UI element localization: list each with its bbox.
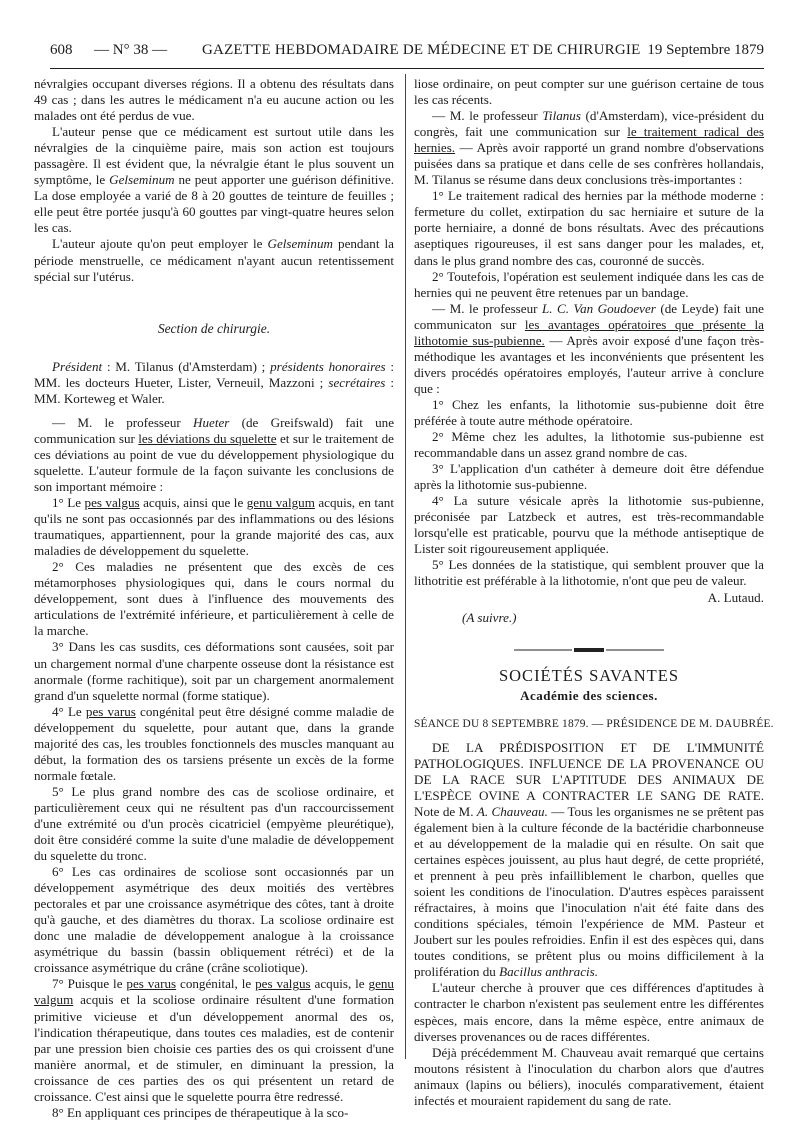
paragraph: — M. le professeur Hueter (de Greifswald) fait une communication sur les déviations du squelette et sur le traitement de ces déviations au point de vue du développement physiologique du squelette. L'auteur formule de la façon suivante les conclusions de son important mémoire : <box>34 414 395 494</box>
italic-run: A. Chauveau. <box>476 803 548 819</box>
paragraph: 2° Toutefois, l'opération est seulement indiquée dans les cas de hernies qui ne peuvent être retenues par un bandage. <box>414 268 764 300</box>
underlined-run: genu valgum <box>34 976 394 1008</box>
to-be-continued: (A suivre.) <box>462 609 517 625</box>
italic-run: secrétaires <box>328 374 386 390</box>
paragraph: L'auteur pense que ce médicament est surtout utile dans les névralgies de la cinquième paire, mais son action est toujours passagère. Il est évident que, la névralgie étant le plus souvent un symptôme, le Gelseminum ne peut apporter une guérison définitive. La dose employée a varié de 8 à 20 gouttes de teinture de feuilles ; elle peut être portée jusqu'à 60 gouttes par vingt-quatre heures selon les cas. <box>34 124 394 236</box>
ornament-rule <box>514 646 664 654</box>
paragraph: — M. le professeur L. C. Van Goudoever (de Leyde) fait une communicaton sur les avantages opératoires que présente la lithotomie sus-pubienne. — Après avoir exposé d'une façon très-méthodique les avantages et les inconvénients que présentent les divers procédés opératoires employés, l'auteur arrive à conclure que : <box>414 300 764 396</box>
right-column <box>414 76 774 1109</box>
paragraph: 4° Le pes varus congénital peut être désigné comme maladie de développement du squelette, pour autant que, dans la grande majorité des cas, les troubles fonctionnels des muscles manquant au début, la formation des os tarsiens présente un excès de la forme normale fœtale. <box>34 703 395 783</box>
paragraph: 1° Chez les enfants, la lithotomie sus-pubienne doit être préférée à toute autre méthode opératoire. <box>414 396 764 428</box>
paragraph: DE LA PRÉDISPOSITION ET DE L'IMMUNITÉ PATHOLOGIQUES. INFLUENCE DE LA PROVENANCE OU DE LA RACE SUR L'APTITUDE DES ANIMAUX DE L'ESPÈCE OVINE A CONTRACTER LE SANG DE RATE. Note de M. A. Chauveau. — Tous les organismes ne se prêtent pas également bien à la culture féconde de la bactéridie charbonneuse et au développement de la maladie qui en résulte. On sait que certaines espèces jouissent, au plus haut degré, de cette propriété, et prennent à peu près infailliblement le charbon, quelles que soient les conditions de l'inoculation. D'autres espèces paraissent réfractaires, à moins que l'inoculation n'ait été faite dans des conditions spéciales, témoin l'expérience de MM. Pasteur et Joubert sur les poules refroidies. Enfin il est des espèces qui, dans toutes conditions, se prêtent plus ou moins difficilement à la prolifération du Bacillus anthracis. <box>414 739 764 980</box>
paragraph: 1° Le pes valgus acquis, ainsi que le genu valgum acquis, en tant qu'ils ne sont pas occasionnés par des inflammations ou des lésions traumatiques, appartiennent, pour la grande majorité des cas, aux maladies de développement du squelette. <box>34 495 394 559</box>
page-header <box>50 42 764 64</box>
paragraph: 8° En appliquant ces principes de thérapeutique à la sco- <box>52 1104 349 1120</box>
paragraph: 5° Le plus grand nombre des cas de scoliose ordinaire, et particulièrement ceux qui ne résultent pas d'un raccourcissement d'une extrémité ou d'un procès cicatriciel (empyème pleurétique), doit être considéré comme la suite d'une maladie de développement du squelette du tronc. <box>34 783 394 864</box>
paragraph: Président : M. Tilanus (d'Amsterdam) ; présidents honoraires : MM. les docteurs Hueter, Lister, Verneuil, Mazzoni ; secrétaires : MM. Korteweg et Waler. <box>34 358 394 406</box>
section-title: Section de chirurgie. <box>157 320 271 336</box>
italic-run: Gelseminum <box>267 236 333 252</box>
header-rule <box>50 68 764 69</box>
italic-run: Bacillus anthracis. <box>499 964 599 980</box>
underlined-run: genu valgum <box>246 495 315 511</box>
left-column <box>34 76 394 1121</box>
seance-line: SÉANCE DU 8 SEPTEMBRE 1879. — PRÉSIDENCE DE M. DAUBRÉE. <box>414 717 774 730</box>
academie-heading: Académie des sciences. <box>520 687 658 703</box>
column-divider <box>405 74 406 1059</box>
italic-run: Tilanus <box>542 108 581 124</box>
underlined-run: pes valgus <box>84 495 140 511</box>
paragraph: liose ordinaire, on peut compter sur une guérison certaine de tous les cas récents. <box>414 76 764 108</box>
paragraph: 4° La suture vésicale après la lithotomie sus-pubienne, préconisée par Latzbeck et autres, est très-recommandable lorsqu'elle est praticable, pourvu que la méthode antiseptique de Lister soit rigoureusement appliquée. <box>414 493 764 557</box>
paragraph: 1° Le traitement radical des hernies par la méthode moderne : fermeture du collet, extirpation du sac herniaire et suture de la porte herniaire, a donné de bons résultats. Avec des précautions aseptiques rigoureuses, il est sans danger pour les malades, et, dans le plus grand nombre des cas, couronné de succès. <box>414 188 764 268</box>
underlined-run: pes varus <box>85 703 136 719</box>
paragraph: 2° Même chez les adultes, la lithotomie sus-pubienne est recommandable dans un assez grand nombre de cas. <box>414 429 764 461</box>
section-text <box>34 359 394 1121</box>
intro-text <box>34 76 394 285</box>
underlined-run: les avantages opératoires que présente la lithotomie sus-pubienne. <box>414 316 764 348</box>
paragraph: 2° Ces maladies ne présentent que des excès de ces métamorphoses physiologiques qui, dans le cours normal du développement, sont dues à l'influence des mouvements des articulations de l'extrémité inférieure, et particulièrement à celle de la marche. <box>34 559 394 639</box>
academie-text <box>414 740 764 1109</box>
paragraph: L'auteur cherche à prouver que ces différences d'aptitudes à contracter le charbon n'existent pas seulement entre les différentes espèces, mais encore, dans la même espèce, entre animaux de diverses provenances ou de races différentes. <box>414 980 764 1044</box>
paragraph: névralgies occupant diverses régions. Il a obtenu des résultats dans 49 cas ; dans les autres le médicament n'a eu aucune action ou les malades ont été perdus de vue. <box>34 76 394 124</box>
underlined-run: les déviations du squelette <box>138 430 277 446</box>
author-signature: A. Lutaud. <box>707 589 764 605</box>
italic-run: présidents honoraires <box>270 358 386 374</box>
italic-run: L. C. Van Goudoever <box>541 300 656 316</box>
underlined-run: le traitement radical des hernies. <box>414 124 765 156</box>
paragraph: 7° Puisque le pes varus congénital, le pes valgus acquis, le genu valgum acquis et la scoliose ordinaire résultent d'une formation primitive vicieuse et d'un développement anormal des os, l'indication thérapeutique, dans toutes ces maladies, est de contenir par une pression bien choisie ces parties des os qui croissent d'une manière anormal, et de stimuler, en diminuant la pression, la croissance de ces parties des os qui présentent un retard de croissance. C'est ainsi que le squelette pourra être redressé. <box>34 976 394 1104</box>
paragraph: L'auteur ajoute qu'on peut employer le Gelseminum pendant la période menstruelle, ce médicament n'ayant aucun retentissement spécial sur l'utérus. <box>34 236 394 284</box>
page-number: 608 <box>50 42 73 58</box>
journal-title: GAZETTE HEBDOMADAIRE DE MÉDECINE ET DE CHIRURGIE <box>202 42 641 58</box>
paragraph: 3° Dans les cas susdits, ces déformations sont causées, soit par un chargement normal d'une charpente osseuse dont la résistance est anormale (forme rachitique), soit par un chargement anormalement grand d'un squelette normal (forme statique). <box>34 639 394 703</box>
italic-run: Président <box>52 358 103 374</box>
italic-run: Hueter <box>193 414 230 430</box>
paragraph: 5° Les données de la statistique, qui semblent prouver que la lithotritie est préférable à la lithotomie, n'ont que peu de valeur. <box>414 557 764 589</box>
societes-savantes-heading: SOCIÉTÉS SAVANTES <box>498 665 680 685</box>
underlined-run: pes valgus <box>255 976 311 992</box>
paragraph: 6° Les cas ordinaires de scoliose sont occasionnés par un développement asymétrique des deux moitiés des vertèbres pectorales et par une croissance asymétrique des côtes, tant à droite qu'à gauche, et des diamètres du thorax. La scoliose ordinaire est donc une maladie de développement analogue à la croissance asymétrique du bassin (bassin obliquement rétréci) et de la croissance asymétrique du crâne (crâne scoliotique). <box>34 864 394 976</box>
paragraph: — M. le professeur Tilanus (d'Amsterdam), vice-président du congrès, fait une communication sur le traitement radical des hernies. — Après avoir rapporté un grand nombre d'observations puisées dans sa pratique et dans celle de ses confrères hollandais, M. Tilanus se résume dans deux conclusions très-importantes : <box>414 108 765 188</box>
underlined-run: pes varus <box>126 976 177 992</box>
italic-run: Gelseminum <box>109 172 175 188</box>
surgery-continued <box>414 76 764 626</box>
paragraph: 3° L'application d'un cathéter à demeure doit être défendue après la lithotomie sus-pubienne. <box>414 461 764 493</box>
issue-number: — N° 38 — <box>94 42 168 58</box>
paragraph: Déjà précédemment M. Chauveau avait remarqué que certains moutons résistent à l'inoculation du charbon alors que d'autres animaux (lapins ou béliers), inoculés comparativement, étaient infectés et mouraient rapidement du sang de rate. <box>414 1044 764 1108</box>
issue-date: 19 Septembre 1879 <box>647 42 764 58</box>
